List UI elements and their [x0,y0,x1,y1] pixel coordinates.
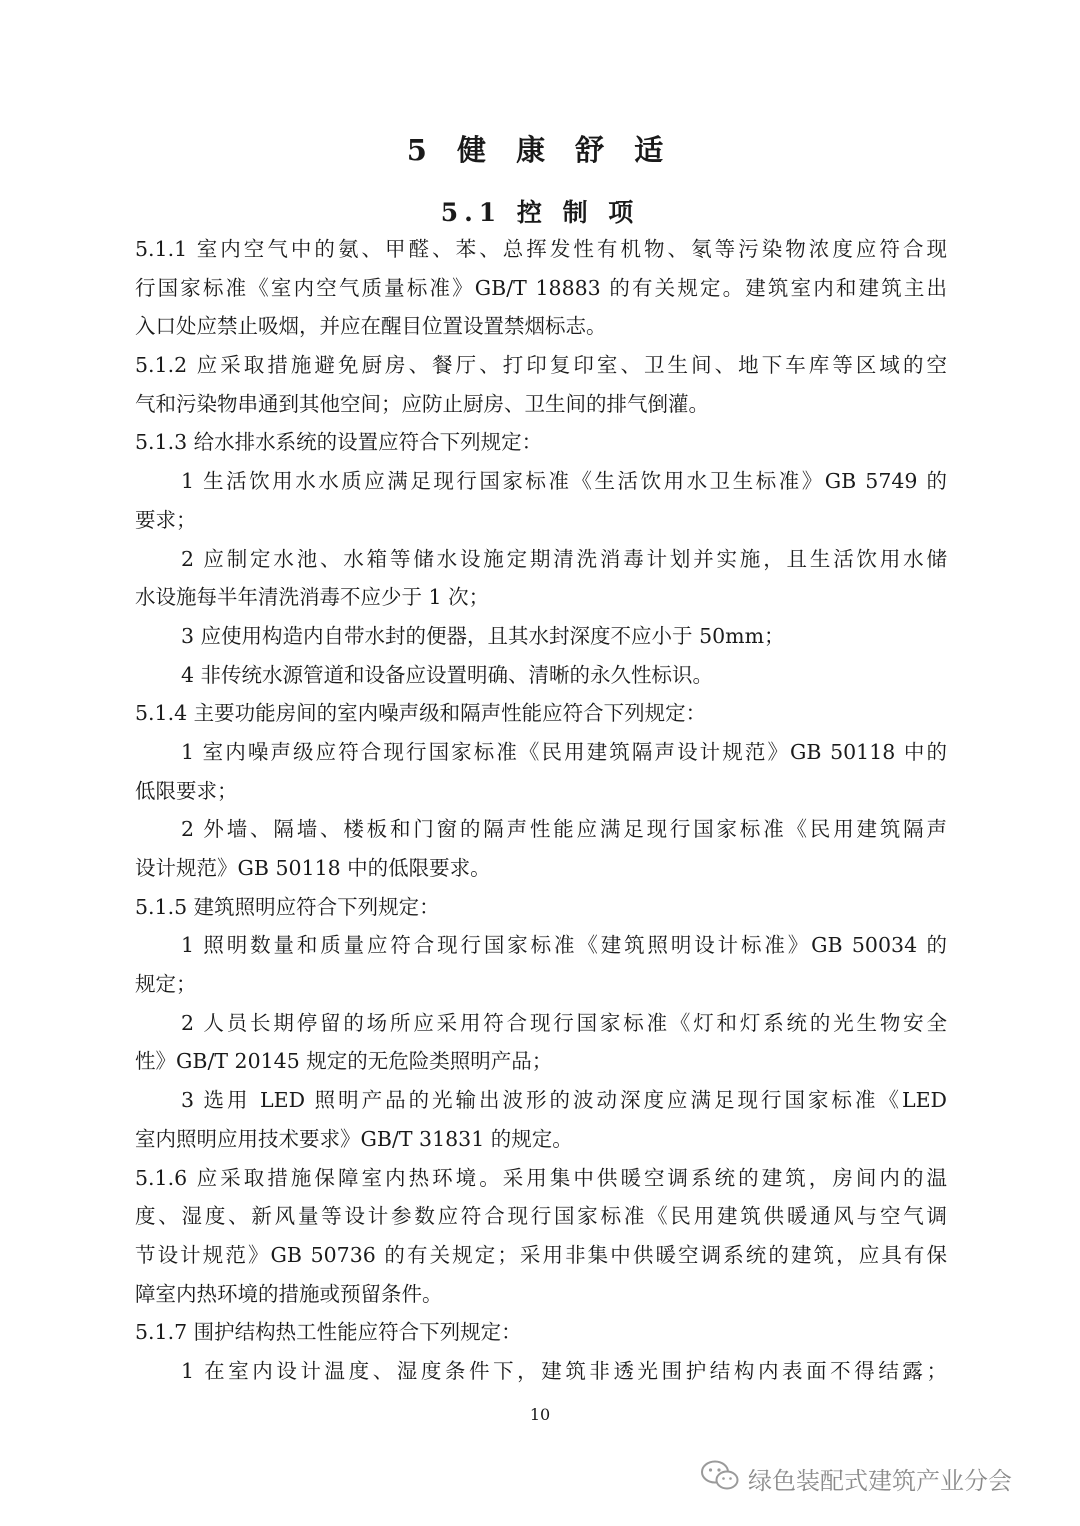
text-line: 2 人员长期停留的场所应采用符合现行国家标准《灯和灯系统的光生物安全 [181,1010,947,1035]
text-line: 规定； [135,972,197,997]
text-line: 1 生活饮用水水质应满足现行国家标准《生活饮用水卫生标准》GB 5749 的 [181,469,947,494]
text-line: 5.1.6 应采取措施保障室内热环境。采用集中供暖空调系统的建筑，房间内的温 [135,1165,947,1190]
text-line: 度、湿度、新风量等设计参数应符合现行国家标准《民用建筑供暖通风与空气调 [135,1204,947,1229]
text-line: 5.1.5 建筑照明应符合下列规定： [135,894,440,919]
text-line: 5.1.1 室内空气中的氨、甲醛、苯、总挥发性有机物、氡等污染物浓度应符合现 [135,237,947,261]
watermark-text: 绿色装配式建筑产业分会 [748,1466,1012,1495]
wechat-icon [700,1459,740,1497]
page-number: 10 [529,1405,551,1424]
text-line: 1 室内噪声级应符合现行国家标准《民用建筑隔声设计规范》GB 50118 中的 [181,739,947,764]
text-line: 4 非传统水源管道和设备应设置明确、清晰的永久性标识。 [181,662,714,687]
text-line: 3 选用 LED 照明产品的光输出波形的波动深度应满足现行国家标准《LED [181,1088,947,1113]
text-line: 室内照明应用技术要求》GB/T 31831 的规定。 [135,1126,573,1151]
text-line: 设计规范》GB 50118 中的低限要求。 [135,856,491,880]
text-line: 5.1.7 围护结构热工性能应符合下列规定： [135,1320,522,1345]
watermark [700,1458,1060,1498]
text-line: 低限要求； [135,778,238,803]
text-line: 要求； [135,507,197,532]
text-line: 2 外墙、隔墙、楼板和门窗的隔声性能应满足现行国家标准《民用建筑隔声 [181,817,947,842]
text-line: 2 应制定水池、水箱等储水设施定期清洗消毒计划并实施，且生活饮用水储 [181,546,947,571]
chapter-title: 5 健 康 舒 适 [406,133,674,167]
text-line: 障室内热环境的措施或预留条件。 [135,1281,443,1306]
section-title: 5.1 控 制 项 [440,198,640,227]
text-line: 入口处应禁止吸烟，并应在醒目位置设置禁烟标志。 [135,314,607,339]
text-line: 1 在室内设计温度、湿度条件下，建筑非透光围护结构内表面不得结露； [181,1358,947,1383]
text-line: 行国家标准《室内空气质量标准》GB/T 18883 的有关规定。建筑室内和建筑主出 [135,275,947,300]
text-line: 水设施每半年清洗消毒不应少于 1 次； [135,585,490,610]
text-line: 节设计规范》GB 50736 的有关规定；采用非集中供暖空调系统的建筑，应具有保 [135,1242,947,1267]
text-line: 1 照明数量和质量应符合现行国家标准《建筑照明设计标准》GB 50034 的 [181,933,947,958]
text-line: 5.1.2 应采取措施避免厨房、餐厅、打印复印室、卫生间、地下车库等区域的空 [135,353,947,378]
text-line: 5.1.4 主要功能房间的室内噪声级和隔声性能应符合下列规定： [135,701,707,726]
text-line: 气和污染物串通到其他空间；应防止厨房、卫生间的排气倒灌。 [135,391,709,416]
text-line: 3 应使用构造内自带水封的便器，且其水封深度不应小于 50mm； [181,623,785,648]
text-line: 5.1.3 给水排水系统的设置应符合下列规定： [135,430,543,455]
text-line: 性》GB/T 20145 规定的无危险类照明产品； [135,1049,553,1074]
body-text [135,230,947,1391]
